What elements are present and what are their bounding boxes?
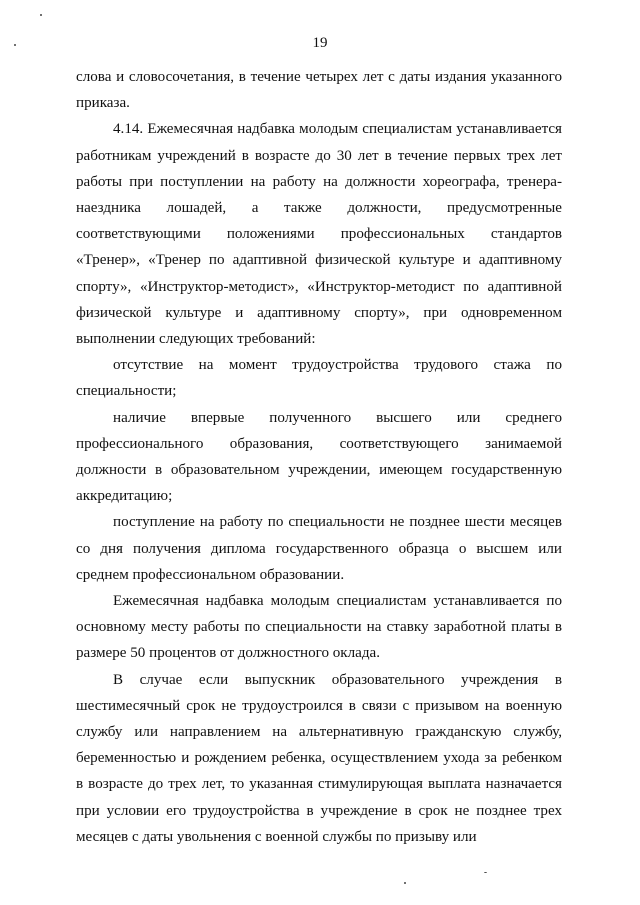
paragraph-clause-4-14: 4.14. Ежемесячная надбавка молодым специалистам устанавливается работникам учреждений в возрасте до 30 лет в течение первых трех лет работы при поступлении на работу на должности хореографа, тренера-наездника лошадей, а также должности, предусмотренные соответствующими положениями профессиональных стандартов «Тренер», «Тренер по адаптивной физической культуре и адаптивному спорту», «Инструктор-методист», «Инструктор-методист по адаптивной физической культуре и адаптивному спорту», при одновременном выполнении следующих требований: bbox=[76, 121, 562, 348]
scan-speck bbox=[40, 14, 42, 16]
paragraph-allowance-amount: Ежемесячная надбавка молодым специалистам устанавливается по основному месту работы по специальности на ставку заработной платы в размере 50 процентов от должностного оклада. bbox=[76, 593, 562, 662]
paragraph-requirement-education: наличие впервые полученного высшего или среднего профессионального образования, соответствующего занимаемой должности в образовательном учреждении, имеющем государственную аккредитацию; bbox=[76, 409, 562, 505]
scan-speck bbox=[484, 872, 487, 873]
paragraph-deferred-employment: В случае если выпускник образовательного учреждения в шестимесячный срок не трудоустроился в связи с призывом на военную службу или направлением на альтернативную гражданскую службу, беременностью и рождением ребенка, осуществлением ухода за ребенком в возрасте до трех лет, то указанная стимулирующая выплата назначается при условии его трудоустройства в учреждение в срок не позднее трех месяцев с даты увольнения с военной службы по призыву или bbox=[76, 671, 562, 845]
scan-speck bbox=[404, 882, 406, 884]
document-body bbox=[76, 64, 562, 850]
page-number: 19 bbox=[312, 35, 328, 51]
paragraph-requirement-employment-deadline: поступление на работу по специальности не позднее шести месяцев со дня получения диплома государственного образца о высшем или среднем профессиональном образовании. bbox=[76, 514, 562, 583]
paragraph-continuation: слова и словосочетания, в течение четырех лет с даты издания указанного приказа. bbox=[76, 69, 562, 112]
paragraph-requirement-no-experience: отсутствие на момент трудоустройства трудового стажа по специальности; bbox=[76, 357, 562, 400]
